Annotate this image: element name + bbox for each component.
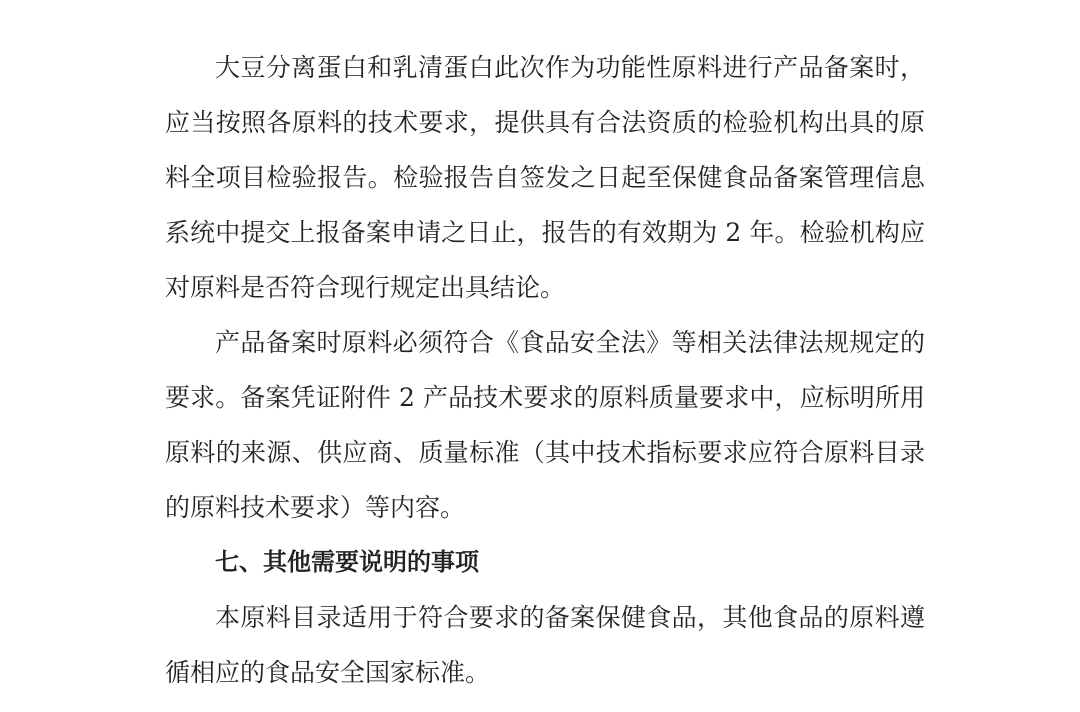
section-heading: 七、其他需要说明的事项 [215, 548, 479, 576]
paragraph-line: 系统中提交上报备案申请之日止，报告的有效期为 2 年。检验机构应 [165, 218, 925, 247]
paragraph-line: 对原料是否符合现行规定出具结论。 [165, 273, 566, 302]
paragraph-line: 产品备案时原料必须符合《食品安全法》等相关法律法规规定的 [215, 328, 925, 357]
paragraph-line: 料全项目检验报告。检验报告自签发之日起至保健食品备案管理信息 [165, 163, 925, 192]
paragraph-line: 要求。备案凭证附件 2 产品技术要求的原料质量要求中，应标明所用 [165, 383, 925, 412]
paragraph-raw-material-inspection [165, 40, 925, 315]
paragraph-line: 应当按照各原料的技术要求，提供具有合法资质的检验机构出具的原 [165, 108, 925, 137]
paragraph-scope [165, 590, 925, 700]
document-body [165, 40, 925, 700]
paragraph-line: 循相应的食品安全国家标准。 [165, 658, 491, 687]
paragraph-line: 大豆分离蛋白和乳清蛋白此次作为功能性原料进行产品备案时， [215, 53, 925, 82]
paragraph-line: 原料的来源、供应商、质量标准（其中技术指标要求应符合原料目录 [165, 438, 925, 467]
paragraph-line: 本原料目录适用于符合要求的备案保健食品，其他食品的原料遵 [215, 603, 925, 632]
paragraph-filing-requirements [165, 315, 925, 535]
paragraph-line: 的原料技术要求）等内容。 [165, 493, 466, 522]
